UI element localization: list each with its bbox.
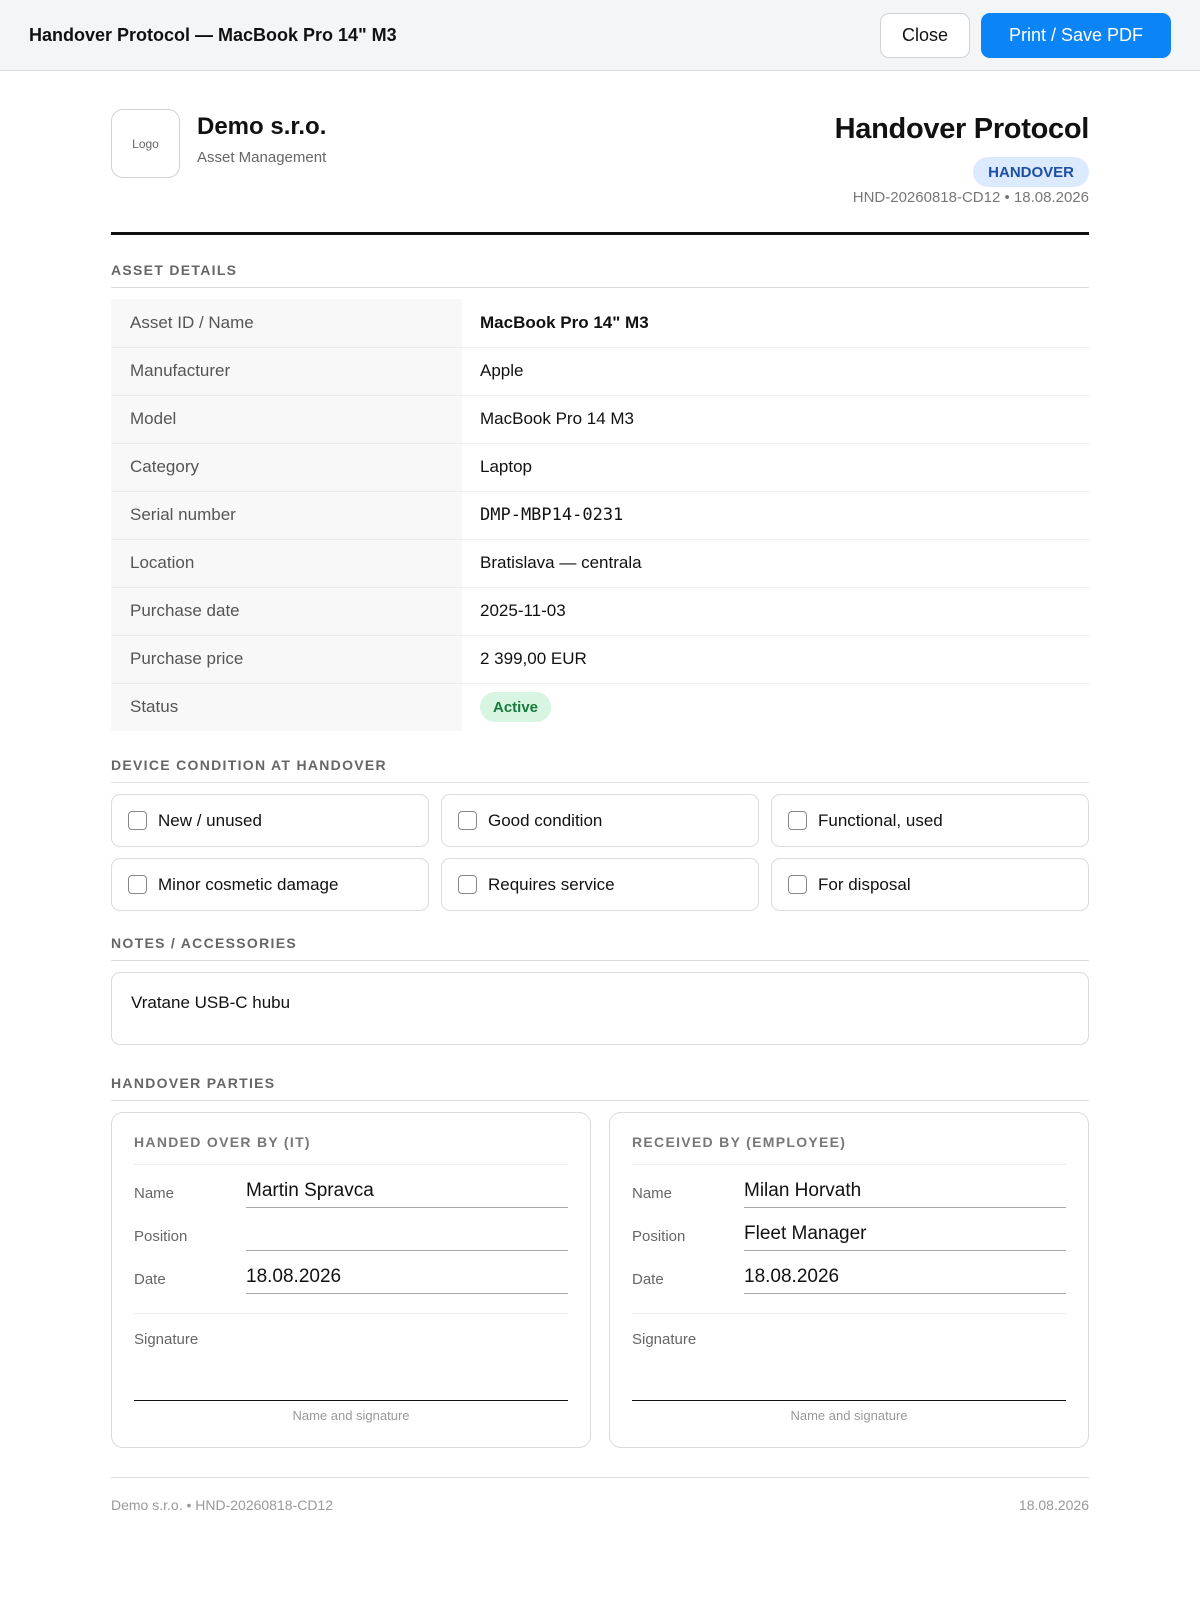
condition-label: Good condition	[488, 810, 603, 830]
condition-option-new[interactable]	[111, 794, 429, 847]
name-field[interactable]: Milan Horvath	[744, 1179, 1066, 1208]
toolbar	[0, 0, 1200, 71]
signature-caption: Name and signature	[790, 1408, 908, 1423]
name-row	[632, 1179, 1066, 1208]
row-value	[462, 683, 1089, 731]
window-title: Handover Protocol — MacBook Pro 14" M3	[29, 24, 397, 45]
device-condition-section	[111, 757, 1089, 911]
signature-line[interactable]	[632, 1400, 1066, 1401]
document-type-badge: HANDOVER	[973, 157, 1089, 187]
row-value: MacBook Pro 14 M3	[462, 395, 1089, 443]
condition-label: Requires service	[488, 874, 615, 894]
document-meta: HND-20260818-CD12 • 18.08.2026	[852, 189, 1089, 206]
signature-block	[134, 1313, 568, 1423]
protocol-document	[111, 71, 1089, 1513]
date-field[interactable]: 18.08.2026	[246, 1265, 568, 1294]
table-row	[111, 587, 1089, 635]
position-field[interactable]	[246, 1222, 568, 1251]
condition-label: For disposal	[818, 874, 911, 894]
condition-label: Functional, used	[818, 810, 943, 830]
row-value: 2025-11-03	[462, 587, 1089, 635]
row-label: Purchase price	[111, 635, 462, 683]
close-button[interactable]: Close	[880, 13, 970, 58]
table-row	[111, 443, 1089, 491]
name-row	[134, 1179, 568, 1208]
field-label: Position	[632, 1228, 686, 1245]
footer-left: Demo s.r.o. • HND-20260818-CD12	[111, 1497, 333, 1513]
row-label: Category	[111, 443, 462, 491]
condition-option-requires-service[interactable]	[441, 858, 759, 911]
section-title: DEVICE CONDITION AT HANDOVER	[111, 757, 1089, 783]
table-row	[111, 299, 1089, 347]
notes-section	[111, 935, 1089, 1045]
table-row	[111, 395, 1089, 443]
signature-line[interactable]	[134, 1400, 568, 1401]
serial-number-value: DMP-MBP14-0231	[462, 491, 1089, 539]
party-title: RECEIVED BY (EMPLOYEE)	[632, 1134, 1066, 1165]
row-label: Serial number	[111, 491, 462, 539]
asset-details-table	[111, 299, 1089, 731]
field-label: Name	[632, 1185, 673, 1202]
section-title: ASSET DETAILS	[111, 262, 1089, 288]
row-label: Purchase date	[111, 587, 462, 635]
position-row	[134, 1222, 568, 1251]
condition-option-disposal[interactable]	[771, 858, 1089, 911]
status-badge: Active	[480, 692, 551, 722]
condition-label: New / unused	[158, 810, 262, 830]
date-row	[134, 1265, 568, 1294]
field-label: Position	[134, 1228, 188, 1245]
condition-options	[111, 794, 1089, 911]
footer-date: 18.08.2026	[1018, 1497, 1089, 1513]
field-label: Name	[134, 1185, 175, 1202]
checkbox[interactable]	[788, 811, 807, 830]
company-logo: Logo	[111, 109, 180, 178]
checkbox[interactable]	[128, 875, 147, 894]
notes-field[interactable]: Vratane USB-C hubu	[111, 972, 1089, 1045]
table-row	[111, 539, 1089, 587]
checkbox[interactable]	[128, 811, 147, 830]
row-label: Asset ID / Name	[111, 299, 462, 347]
condition-option-minor-damage[interactable]	[111, 858, 429, 911]
document-footer	[111, 1477, 1089, 1513]
document-header	[111, 71, 1089, 235]
row-value: Bratislava — centrala	[462, 539, 1089, 587]
checkbox[interactable]	[788, 875, 807, 894]
position-field[interactable]: Fleet Manager	[744, 1222, 1066, 1251]
row-value: Apple	[462, 347, 1089, 395]
table-row	[111, 491, 1089, 539]
name-field[interactable]: Martin Spravca	[246, 1179, 568, 1208]
company-subtitle: Asset Management	[197, 149, 327, 166]
asset-details-section	[111, 262, 1089, 731]
table-row	[111, 683, 1089, 731]
signature-caption: Name and signature	[292, 1408, 410, 1423]
row-label: Location	[111, 539, 462, 587]
field-label: Date	[632, 1271, 664, 1288]
party-title: HANDED OVER BY (IT)	[134, 1134, 568, 1165]
handover-parties-section	[111, 1075, 1089, 1448]
row-value: MacBook Pro 14" M3	[462, 299, 1089, 347]
handed-over-by-card	[111, 1112, 591, 1448]
section-title: HANDOVER PARTIES	[111, 1075, 1089, 1101]
section-title: NOTES / ACCESSORIES	[111, 935, 1089, 961]
date-field[interactable]: 18.08.2026	[744, 1265, 1066, 1294]
signature-label: Signature	[134, 1331, 199, 1348]
condition-label: Minor cosmetic damage	[158, 874, 339, 894]
table-row	[111, 635, 1089, 683]
row-label: Manufacturer	[111, 347, 462, 395]
position-row	[632, 1222, 1066, 1251]
date-row	[632, 1265, 1066, 1294]
row-label: Status	[111, 683, 462, 731]
signature-label: Signature	[632, 1331, 697, 1348]
checkbox[interactable]	[458, 811, 477, 830]
document-title: Handover Protocol	[834, 113, 1089, 145]
condition-option-good[interactable]	[441, 794, 759, 847]
row-label: Model	[111, 395, 462, 443]
received-by-card	[609, 1112, 1089, 1448]
table-row	[111, 347, 1089, 395]
parties-grid	[111, 1112, 1089, 1448]
company-name: Demo s.r.o.	[197, 113, 327, 140]
print-save-pdf-button[interactable]: Print / Save PDF	[981, 13, 1171, 58]
row-value: Laptop	[462, 443, 1089, 491]
checkbox[interactable]	[458, 875, 477, 894]
row-value: 2 399,00 EUR	[462, 635, 1089, 683]
field-label: Date	[134, 1271, 166, 1288]
toolbar-actions	[880, 13, 1171, 58]
signature-block	[632, 1313, 1066, 1423]
condition-option-functional-used[interactable]	[771, 794, 1089, 847]
